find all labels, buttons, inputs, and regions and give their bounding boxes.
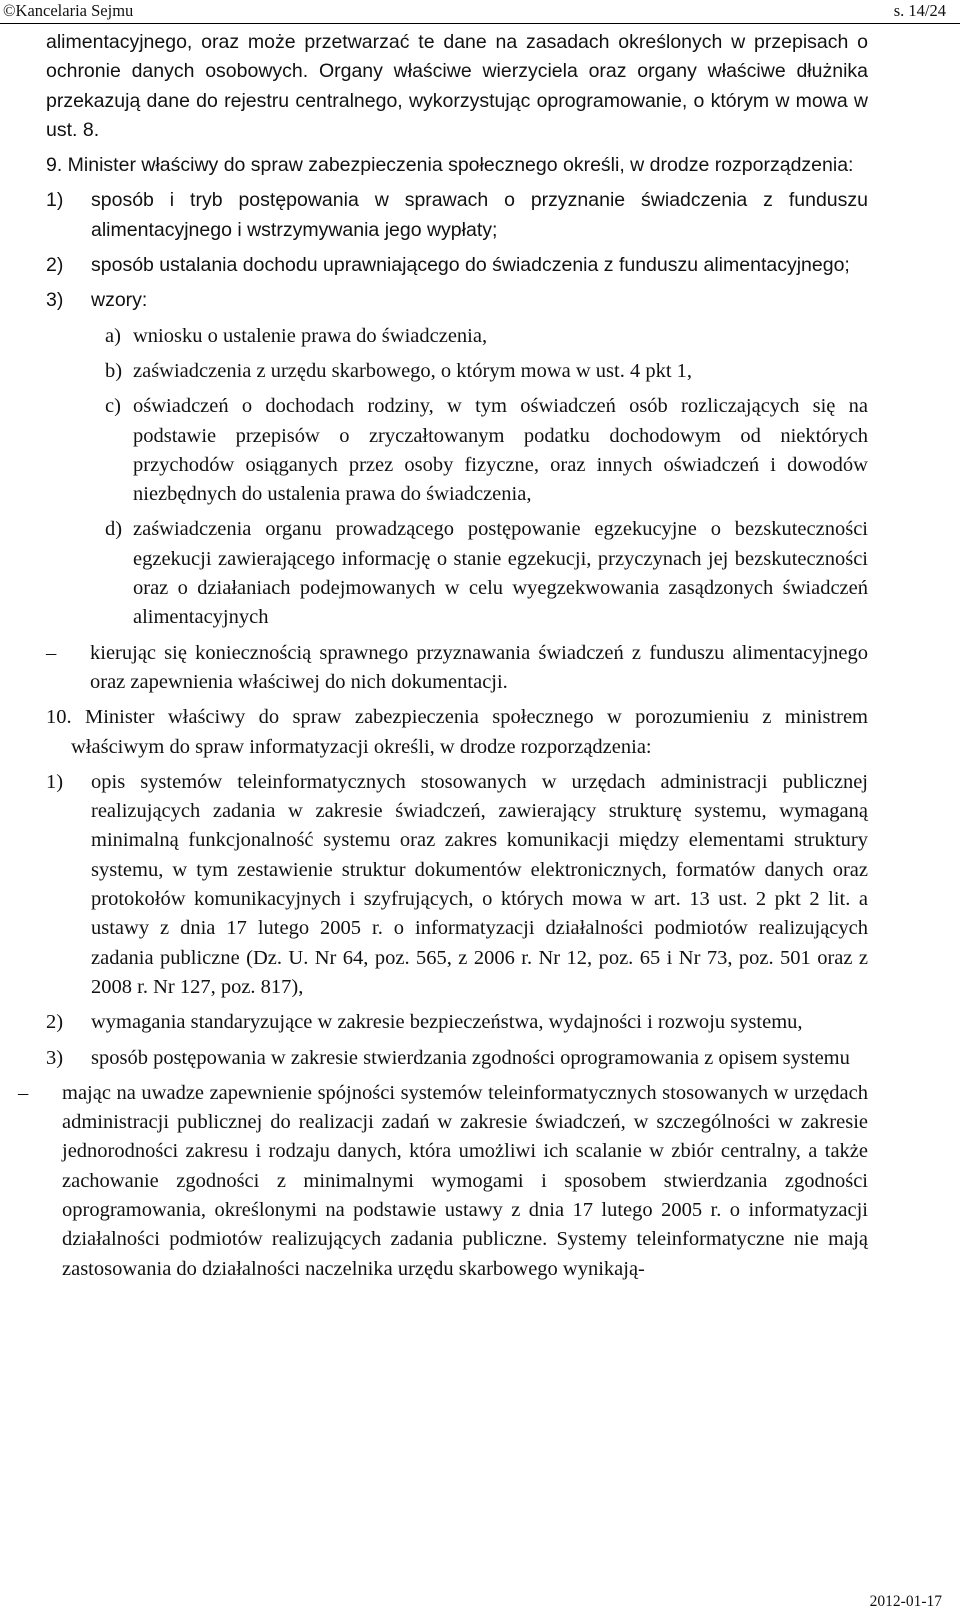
item-label: 1)	[46, 189, 64, 212]
item-label: c)	[105, 395, 121, 418]
item-text: opis systemów teleinformatycznych stosowanych w urzędach administracji publicznej realizujących zadania w zakresie świadczeń, zawierający strukturę systemu, wymaganą minimalną funkcjonalność systemu oraz zakres komunikacji między elementami struktury systemu, w tym zestawienie struktur dokumentów elektronicznych, formatów danych oraz protokołów komunikacyjnych i szyfrujących, o których mowa w art. 13 ust. 2 pkt 2 lit. a ustawy z dnia 17 lutego 2005 r. o informatyzacji działalności podmiotów realizujących zadania publiczne (Dz. U. Nr 64, poz. 565, z 2006 r. Nr 12, poz. 65 i Nr 73, poz. 501 oraz z 2008 r. Nr 127, poz. 817),	[91, 770, 868, 998]
item-label: 2)	[46, 1011, 64, 1034]
sub-list-item	[46, 515, 868, 632]
dash-text: mając na uwadze zapewnienie spójności systemów teleinformatycznych stosowanych w urzędach administracji publicznej do realizacji zadań w zakresie świadczeń, w szczególności w zakresie jednorodności zakresu i rodzaju danych, która umożliwi ich scalanie w zbiór centralny, a także zachowanie zgodności z minimalnymi wymogami i sposobem stwierdzania zgodności oprogramowania, określonymi na podstawie ustawy z dnia 17 lutego 2005 r. o informatyzacji działalności podmiotów realizujących zadania publiczne. Systemy teleinformatyczne nie mają zastosowania do działalności naczelnika urzędu skarbowego wynikają-	[62, 1081, 868, 1280]
dash-paragraph	[46, 639, 868, 698]
item-label: a)	[105, 324, 121, 347]
dash-mark: –	[46, 641, 57, 664]
item-text: wymagania standaryzujące w zakresie bezpieczeństwa, wydajności i rozwoju systemu,	[91, 1011, 803, 1034]
item-text: sposób i tryb postępowania w sprawach o przyznanie świadczenia z funduszu alimentacyjnego i wstrzymywania jego wypłaty;	[91, 189, 868, 241]
dash-paragraph	[18, 1079, 868, 1284]
item-text: wzory:	[91, 289, 148, 312]
sub-list-item	[46, 392, 868, 509]
item-text: zaświadczenia z urzędu skarbowego, o którym mowa w ust. 4 pkt 1,	[133, 359, 693, 382]
continued-paragraph: alimentacyjnego, oraz może przetwarzać te dane na zasadach określonych w przepisach o ochronie danych osobowych. Organy właściwe wierzyciela oraz organy właściwe dłużnika przekazują dane do rejestru centralnego, wykorzystując oprogramowanie, o którym w mowa w ust. 8.	[46, 31, 868, 141]
sub-list-item	[46, 357, 868, 386]
list-item	[46, 1008, 868, 1037]
item-text: wniosku o ustalenie prawa do świadczenia,	[133, 324, 488, 347]
item-label: 1)	[46, 770, 64, 793]
item-label: 3)	[46, 289, 64, 312]
page-number: s. 14/24	[893, 1, 946, 20]
item-text: sposób postępowania w zakresie stwierdzania zgodności oprogramowania z opisem systemu	[91, 1046, 850, 1069]
copyright-label: ©Kancelaria Sejmu	[3, 1, 134, 20]
list-item	[46, 186, 868, 245]
item-text: oświadczeń o dochodach rodziny, w tym oświadczeń osób rozliczających się na podstawie przepisów o zryczałtowanym podatku dochodowym od niektórych przychodów osiąganych przez osoby fizyczne, oraz innych oświadczeń i dowodów niezbędnych do ustalenia prawa do świadczenia,	[133, 395, 868, 506]
list-item	[46, 286, 868, 315]
item-label: 3)	[46, 1046, 64, 1069]
header-divider	[0, 23, 960, 24]
list-item	[46, 768, 868, 1002]
item-label: d)	[105, 518, 123, 541]
sub-list-item	[46, 322, 868, 351]
item-text: zaświadczenia organu prowadzącego postępowanie egzekucyjne o bezskuteczności egzekucji zawierającego informację o stanie egzekucji, przyczynach jej bezskuteczności oraz o działaniach podejmowanych w celu wyegzekwowania zasądzonych świadczeń alimentacyjnych	[133, 518, 868, 629]
dash-text: kierując się koniecznością sprawnego przyznawania świadczeń z funduszu alimentacyjnego oraz zapewnienia właściwej do nich dokumentacji.	[90, 641, 868, 693]
list-item	[46, 251, 868, 280]
item-label: 2)	[46, 254, 64, 277]
list-item	[46, 1044, 868, 1073]
item-text: sposób ustalania dochodu uprawniającego do świadczenia z funduszu alimentacyjnego;	[91, 254, 850, 277]
item-label: b)	[105, 359, 123, 382]
paragraph-10: 10. Minister właściwy do spraw zabezpieczenia społecznego w porozumieniu z ministrem właściwym do spraw informatyzacji określi, w drodze rozporządzenia:	[46, 706, 868, 758]
page-header	[0, 0, 960, 22]
page-footer-date: 2012-01-17	[869, 1593, 942, 1610]
paragraph-9: 9. Minister właściwy do spraw zabezpieczenia społecznego określi, w drodze rozporządzenia:	[46, 154, 854, 177]
dash-mark: –	[18, 1081, 29, 1104]
document-body	[18, 28, 868, 1284]
